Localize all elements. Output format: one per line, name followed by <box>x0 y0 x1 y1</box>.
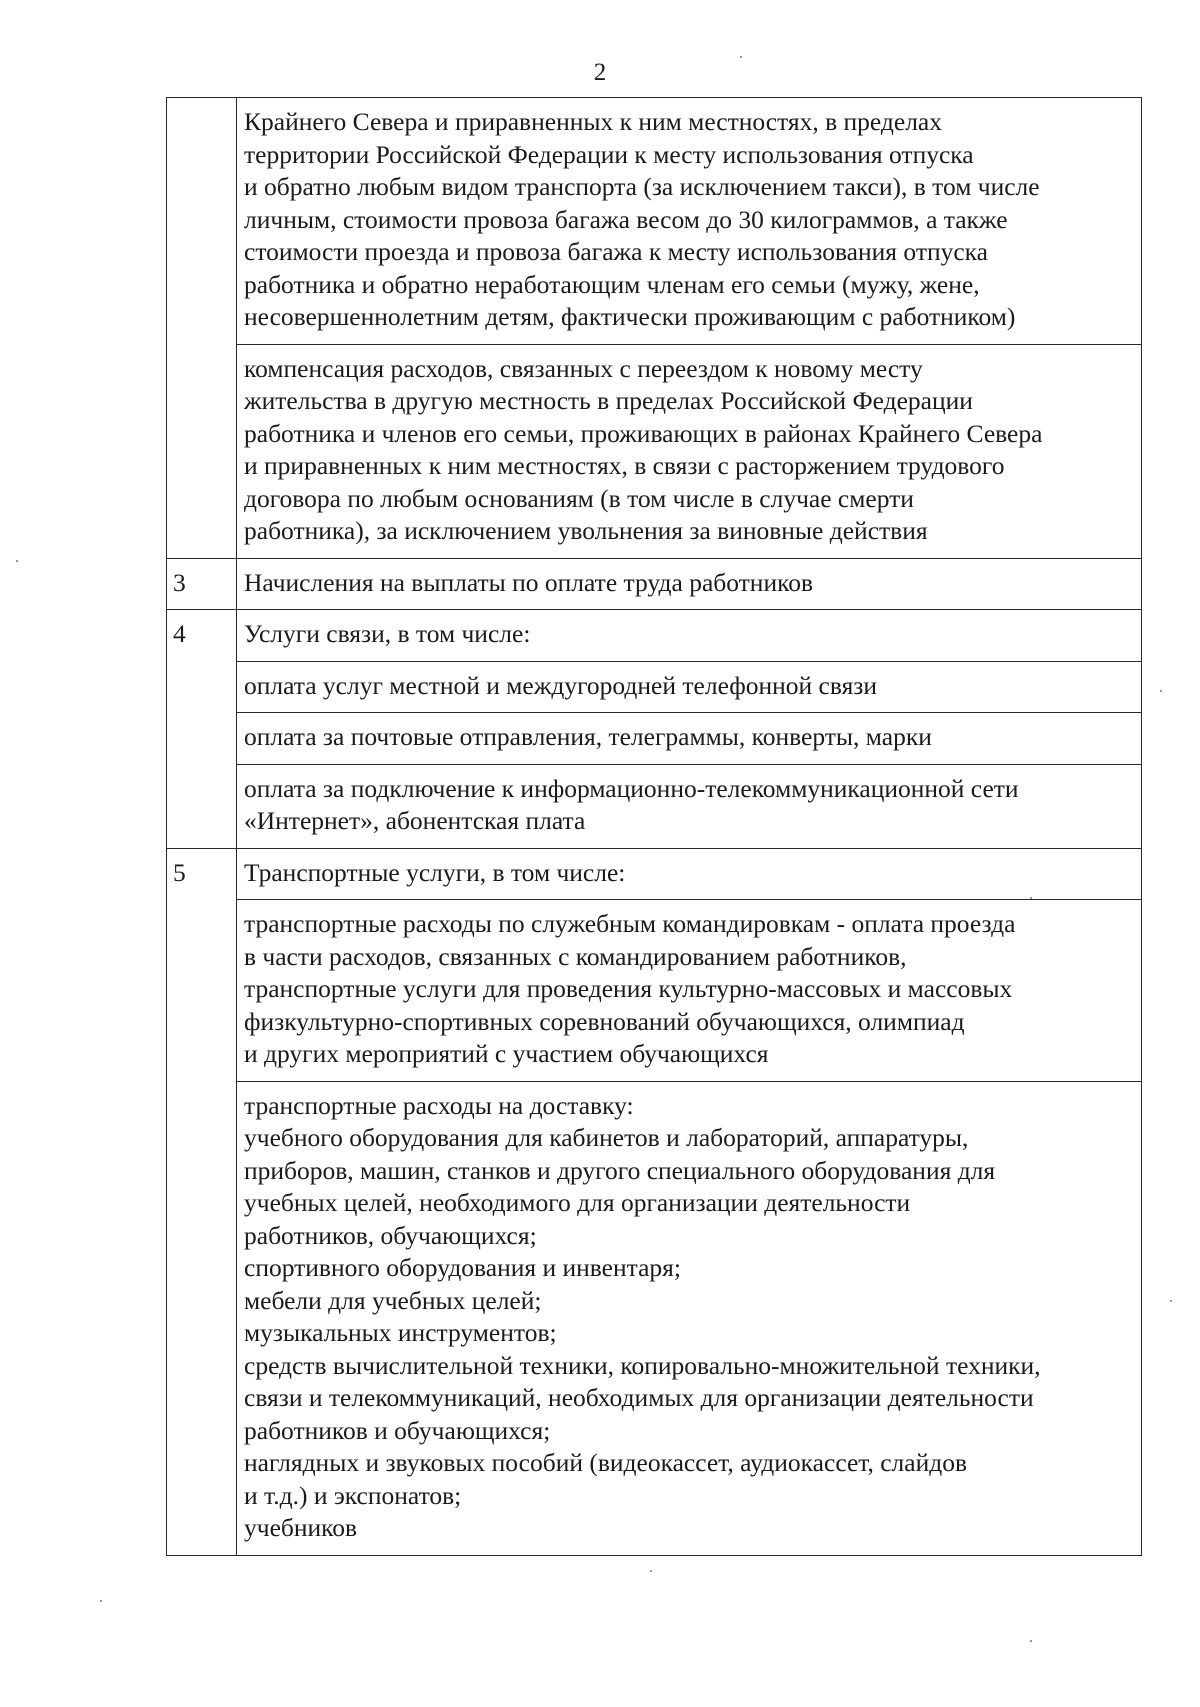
row-number-cell: 5 <box>167 848 237 1555</box>
row-text-cell: Начисления на выплаты по оплате труда работников <box>237 558 1142 610</box>
scan-speck <box>740 56 742 58</box>
row-text-cell: оплата за почтовые отправления, телеграммы, конверты, марки <box>237 713 1142 765</box>
row-number-cell: 3 <box>167 558 237 610</box>
expense-table <box>166 97 1142 1556</box>
scan-speck <box>1160 690 1162 692</box>
row-text-cell: оплата за подключение к информационно-телекоммуникационной сети «Интернет», абонентская плата <box>237 764 1142 848</box>
scan-speck <box>100 1600 102 1602</box>
table-row <box>167 848 1142 900</box>
row-number-cell: 4 <box>167 610 237 849</box>
row-text-cell: оплата услуг местной и междугородней телефонной связи <box>237 661 1142 713</box>
table-row <box>167 558 1142 610</box>
scan-speck <box>1030 897 1032 899</box>
row-text-cell: Транспортные услуги, в том числе: <box>237 848 1142 900</box>
row-text-cell: Услуги связи, в том числе: <box>237 610 1142 662</box>
page-number: 2 <box>593 59 607 86</box>
table-row <box>167 764 1142 848</box>
scan-speck <box>1030 1640 1032 1642</box>
table-row <box>167 713 1142 765</box>
row-text-cell: транспортные расходы на доставку: учебного оборудования для кабинетов и лабораторий, аппаратуры, приборов, машин, станков и другого специального оборудования для учебных целей, необходимого для организации деятельности работников, обучающихся; спортивного оборудования и инвентаря; мебели для учебных целей; музыкальных инструментов; средств вычислительной техники, копировально-множительной техники, связи и телекоммуникаций, необходимых для организации деятельности работников и обучающихся; наглядных и звуковых пособий (видеокассет, аудиокассет, слайдов и т.д.) и экспонатов; учебников <box>237 1081 1142 1555</box>
scan-speck <box>1170 1300 1172 1302</box>
table-row <box>167 900 1142 1082</box>
row-text-cell: транспортные расходы по служебным командировкам - оплата проезда в части расходов, связанных с командированием работников, транспортные услуги для проведения культурно-массовых и массовых физкультурно-спортивных соревнований обучающихся, олимпиад и других мероприятий с участием обучающихся <box>237 900 1142 1082</box>
row-text-cell: Крайнего Севера и приравненных к ним местностях, в пределах территории Российской Федерации к месту использования отпуска и обратно любым видом транспорта (за исключением такси), в том числе личным, стоимости провоза багажа весом до 30 килограммов, а также стоимости проезда и провоза багажа к месту использования отпуска работника и обратно неработающим членам его семьи (мужу, жене, несовершеннолетним детям, фактически проживающим с работником) <box>237 98 1142 345</box>
table-row <box>167 661 1142 713</box>
scan-speck <box>16 560 18 562</box>
table-row <box>167 1081 1142 1555</box>
table-row <box>167 98 1142 345</box>
table-row <box>167 610 1142 662</box>
row-number-cell <box>167 98 237 559</box>
scan-speck <box>650 1570 652 1572</box>
row-text-cell: компенсация расходов, связанных с переездом к новому месту жительства в другую местность в пределах Российской Федерации работника и членов его семьи, проживающих в районах Крайнего Севера и приравненных к ним местностях, в связи с расторжением трудового договора по любым основаниям (в том числе в случае смерти работника), за исключением увольнения за виновные действия <box>237 344 1142 558</box>
table-row <box>167 344 1142 558</box>
